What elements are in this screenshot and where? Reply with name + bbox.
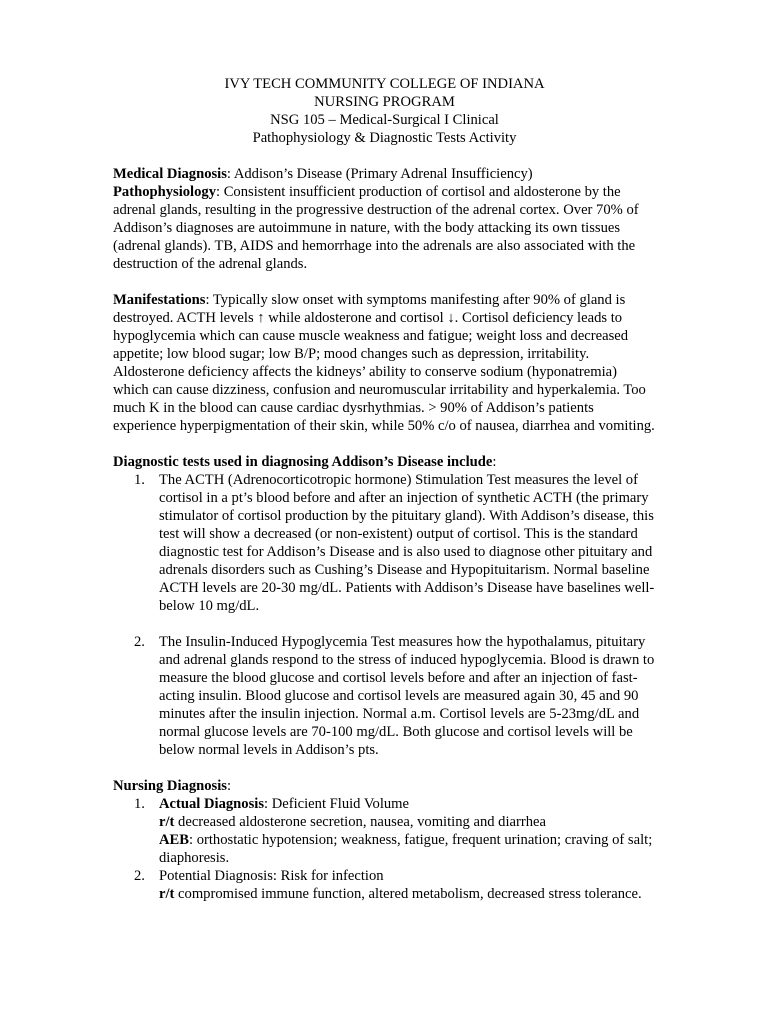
- list-item: [113, 471, 656, 615]
- manifestations-text: : Typically slow onset with symptoms manifesting after 90% of gland is destroyed. ACTH levels ↑ while aldosterone and cortisol ↓. Cortisol deficiency leads to hypoglycemia which can cause muscle weakness and fatigue; weight loss and decreased appetite; low blood sugar; low B/P; mood changes such as depression, irritability. Aldosterone deficiency affects the kidneys’ ability to conserve sodium (hyponatremia) which can cause dizziness, confusion and neuromuscular irritability and hyperkalemia. Too much K in the blood can cause cardiac dysrhythmias. > 90% of Addison’s patients experience hyperpigmentation of their skin, while 50% c/o of nausea, diarrhea and vomiting.: [113, 292, 655, 434]
- medical-diagnosis-text: : Addison’s Disease (Primary Adrenal Insufficiency): [226, 166, 533, 182]
- list-item: [113, 633, 656, 759]
- nursing-diagnosis-list: [113, 795, 656, 903]
- manifestations-label: Manifestations: [113, 292, 206, 308]
- nursing-diagnosis-heading: [113, 777, 656, 795]
- related-to-label: r/t: [159, 886, 175, 902]
- medical-diagnosis-label: Medical Diagnosis: [113, 166, 227, 182]
- program-name: NURSING PROGRAM: [314, 94, 455, 110]
- list-item-number: 2.: [134, 868, 145, 884]
- list-item-number: 2.: [134, 634, 145, 650]
- pathophysiology-text: : Consistent insufficient production of cortisol and aldosterone by the adrenal glands, resulting in the progressive destruction of the adrenal cortex. Over 70% of Addison’s diagnoses are autoimmune in nature, with the body attacking its own tissues (adrenal glands). TB, AIDS and hemorrhage into the adrenals are also associated with the destruction of the adrenal glands.: [113, 184, 639, 272]
- activity-title: Pathophysiology & Diagnostic Tests Activity: [252, 130, 517, 146]
- diagnostic-tests-colon: :: [492, 454, 497, 470]
- list-item: [113, 795, 656, 867]
- pathophysiology: [113, 183, 656, 273]
- potential-diagnosis-line: Potential Diagnosis: Risk for infection: [159, 868, 384, 884]
- related-to-line: [159, 885, 656, 903]
- list-item-text: The Insulin-Induced Hypoglycemia Test measures how the hypothalamus, pituitary and adrenal glands respond to the stress of induced hypoglycemia. Blood is drawn to measure the blood glucose and cortisol levels before and after an injection of fast-acting insulin. Blood glucose and cortisol levels are measured again 30, 45 and 90 minutes after the insulin injection. Normal a.m. Cortisol levels are 5-23mg/dL and normal glucose levels are 70-100 mg/dL. Both glucose and cortisol levels will be below normal levels in Addison’s pts.: [159, 634, 655, 758]
- actual-diagnosis-line: [159, 795, 656, 813]
- medical-diagnosis: [113, 165, 656, 183]
- document-header: [113, 75, 656, 147]
- diagnostic-tests-label: Diagnostic tests used in diagnosing Addison’s Disease include: [113, 454, 493, 470]
- actual-diagnosis-label: Actual Diagnosis: [159, 796, 265, 812]
- diagnostic-tests-list: [113, 471, 656, 759]
- evidenced-by-line: [159, 831, 656, 867]
- college-name: IVY TECH COMMUNITY COLLEGE OF INDIANA: [224, 76, 545, 92]
- nursing-diagnosis-colon: :: [226, 778, 232, 794]
- list-item-number: 1.: [134, 472, 145, 488]
- related-to-text: compromised immune function, altered metabolism, decreased stress tolerance.: [174, 886, 642, 902]
- pathophysiology-label: Pathophysiology: [113, 184, 216, 200]
- diagnostic-tests-heading: [113, 453, 656, 471]
- related-to-line: [159, 813, 656, 831]
- related-to-label: r/t: [159, 814, 175, 830]
- actual-diagnosis-text: : Deficient Fluid Volume: [264, 796, 409, 812]
- list-item: [113, 867, 656, 903]
- list-item-number: 1.: [134, 796, 145, 812]
- list-item-text: The ACTH (Adrenocorticotropic hormone) Stimulation Test measures the level of cortisol in a pt’s blood before and after an injection of synthetic ACTH (the primary stimulator of cortisol production by the pituitary gland). With Addison’s disease, this test will show a decreased (or non-existent) output of cortisol. This is the standard diagnostic test for Addison’s Disease and is also used to diagnose other pituitary and adrenals disorders such as Cushing’s Disease and Hypopituitarism. Normal baseline ACTH levels are 20-30 mg/dL. Patients with Addison’s Disease have baselines well-below 10 mg/dL.: [159, 472, 655, 614]
- evidenced-by-text: : orthostatic hypotension; weakness, fatigue, frequent urination; craving of salt; diaphoresis.: [159, 832, 653, 866]
- manifestations: [113, 291, 656, 435]
- evidenced-by-label: AEB: [159, 832, 190, 848]
- nursing-diagnosis-label: Nursing Diagnosis: [113, 778, 227, 794]
- course-name: NSG 105 – Medical-Surgical I Clinical: [270, 112, 499, 128]
- related-to-text: decreased aldosterone secretion, nausea, vomiting and diarrhea: [174, 814, 546, 830]
